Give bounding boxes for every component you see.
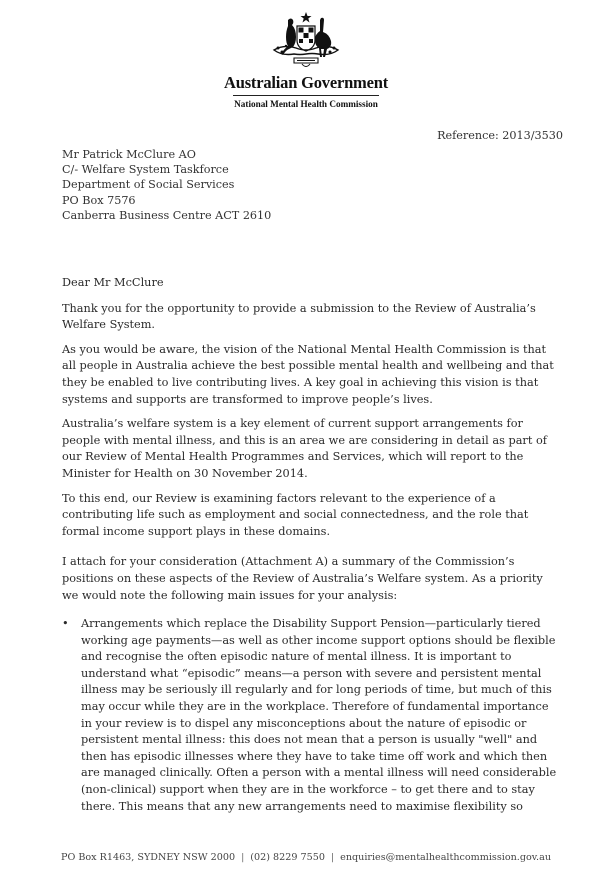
paragraph: Australia’s welfare system is a key element of current support arrangements for people with mental illness, and this is an area we are considering in detail as part of our Review of Mental Health Programmes and Services, which will report to the Minister for Health on 30 November 2014. [62, 417, 547, 480]
bullet-icon: • [62, 617, 69, 631]
paragraph: I attach for your consideration (Attachment A) a summary of the Commission’s positions on these aspects of the Review of Australia’s Welfare system. As a priority we would note the following main issues for your analysis: [62, 555, 543, 602]
footer-separator: | [241, 852, 245, 863]
reference-number: Reference: 2013/3530 [437, 129, 563, 142]
agency-name: National Mental Health Commission [234, 99, 378, 109]
commonwealth-coat-of-arms-icon [266, 10, 346, 72]
salutation: Dear Mr McClure [62, 276, 164, 289]
recipient-name: Mr Patrick McClure AO [62, 148, 196, 161]
paragraph: To this end, our Review is examining factors relevant to the experience of a contributing life such as employment and social connectedness, and the role that formal income support plays in these domains. [62, 491, 529, 538]
recipient-address [62, 147, 271, 223]
recipient-line: Department of Social Services [62, 178, 235, 192]
paragraph: As you would be aware, the vision of the National Mental Health Commission is that all people in Australia achieve the best possible mental health and wellbeing and that they be enabled to live contributing lives. A key goal in achieving this vision is that systems and supports are transformed to improve people’s lives. [62, 342, 554, 406]
letterhead [0, 10, 612, 110]
footer-phone: (02) 8229 7550 [250, 852, 325, 863]
footer-email: enquiries@mentalhealthcommission.gov.au [340, 852, 552, 863]
letterhead-divider [233, 95, 379, 96]
issues-list [62, 616, 562, 815]
recipient-line: Canberra Business Centre ACT 2610 [62, 208, 272, 222]
list-item-text: Arrangements which replace the Disability Support Pension—particularly tiered working age payments—as well as other income support options should be flexible and recognise the often episodic nature of mental illness. It is important to understand what “episodic” means—a person with severe and persistent mental illness may be seriously ill regularly and for long periods of time, but much of this may occur while they are in the workplace. Therefore of fundamental importance in your review is to dispel any misconceptions about the nature of episodic or persistent mental illness: this does not mean that a person is usually "well" and then has episodic illnesses where they have to take time off work and which then are managed clinically. Often a person with a mental illness will need considerable (non-clinical) support when they are in the workforce – to get there and to stay there. This means that any new arrangements need to maximise flexibility so [81, 617, 557, 813]
footer-address: PO Box R1463, SYDNEY NSW 2000 [60, 852, 236, 863]
recipient-line: PO Box 7576 [62, 193, 136, 207]
government-name: Australian Government [224, 73, 388, 92]
footer-separator: | [330, 852, 335, 863]
footer [0, 852, 612, 864]
recipient-line: C/- Welfare System Taskforce [62, 163, 229, 177]
list-item [62, 616, 562, 815]
letter-body [62, 275, 562, 815]
paragraph: Thank you for the opportunity to provide a submission to the Review of Australia’s Welfare System. [62, 301, 536, 332]
